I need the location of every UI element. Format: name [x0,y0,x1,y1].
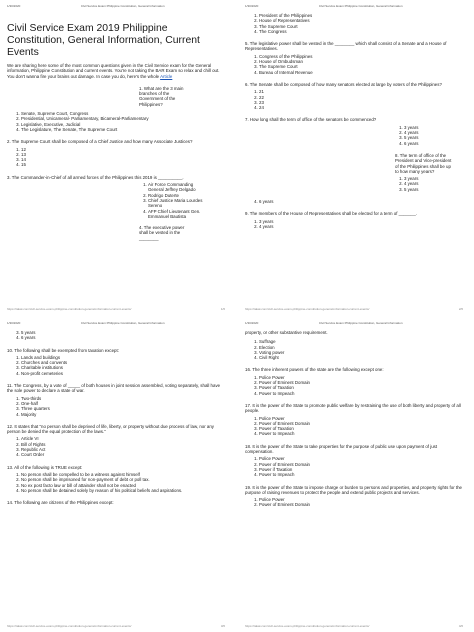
option: 4. 6 years [404,141,455,146]
option: 3. Legislative, Executive, Judicial [21,122,225,127]
option: 2. 4 years [259,224,463,229]
footer-url: https://takat.com/civil-service-exam-philippine-constitution-general-information-current-events/ [7,307,132,311]
question-4: 4. The executive power shall be vested in the ________ [139,225,185,241]
option: 4. Civil Right [259,355,463,360]
option: 3. Three quarters [21,406,225,411]
page-3 [1,318,231,632]
option: 4. 6 years [259,199,463,204]
option: 3. Chief Justice Maria Lourdes Sereno [148,198,206,209]
header-title: Civil Service Exam Philippine Constitution, General Information [318,321,403,325]
question-9: 9. The members of the House of Representatives shall be elected for a term of _______. [245,211,417,217]
option: 2. 13 [21,152,225,157]
option: 4. Non-profit cemeteries [21,371,225,376]
question-18: 18. It is the power of the State to take properties for the purpose of public use upon payment of just compensation. [245,443,438,455]
question-16: 16. The three inherent powers of the state are the following except one: [245,367,384,373]
option: 4. Power to Impeach [259,391,463,396]
options-q9 [245,219,463,230]
question-2: 2. The Supreme Court shall be composed of a Chief Justice and how many Associate Justices? [7,139,193,145]
option: 1. Police Power [259,375,463,380]
option: 1. 21 [259,89,463,94]
option: 1. 12 [21,147,225,152]
option: 2. Power of Eminent Domain [259,380,463,385]
page-footer [245,307,463,311]
option: 2. Power of Eminent Domain [259,462,463,467]
option: 2. 22 [259,95,463,100]
option: 1. Lands and buildings [21,355,225,360]
option: 1. Air Force Commanding General Jeffrey Delgado [148,182,206,193]
article-link[interactable]: Article [160,73,173,79]
page-content [7,13,225,245]
page-footer [245,624,463,628]
page-header [7,321,225,328]
option: 1. 3 years [404,125,455,130]
option: 2. One-half [21,401,225,406]
option: 3. Voting power [259,350,463,355]
question-19: 19. It is the power of the State to impose charge or burden to persons and properties, and property rights for the purpose of raising revenues to protect the people and extend public projects and services. [245,484,462,495]
option: 3. 5 years [21,330,225,335]
option: 4. 15 [21,162,225,167]
page-4 [239,318,469,632]
option: 4. Court Order [21,452,225,457]
option: 2. Election [259,345,463,350]
question-12: 12. It states that "no person shall be deprived of life, liberty, or property without due process of law, nor any person be denied the equal protection of the laws." [7,423,214,435]
option: 3. Charitable institutions [21,365,225,370]
options-q5 [245,54,463,75]
footer-url: https://takat.com/civil-service-exam-philippine-constitution-general-information-current-events/ [245,624,370,628]
question-8: 8. The term of office of the President and Vice-president of the Philippines shall be up to how many years? [395,152,452,174]
page-header [245,4,463,11]
question-15-continued: property, or other substantive requirement. [245,330,328,335]
option: 1. 3 years [404,176,455,181]
option: 3. No ex post facto law or bill of attainder shall not be enacted [21,483,225,488]
options-q7 [395,125,455,146]
option: 1. Police Power [259,456,463,461]
option: 1. Senate, Supreme Court, Congress [21,111,225,116]
option: 4. Power to Impeach [259,472,463,477]
option: 1. Congress of the Philippines [259,54,463,59]
option: 1. Police Power [259,497,463,502]
option: 4. Bureau of Internal Revenue [259,70,463,75]
options-q18 [245,456,463,477]
option: 3. Power of Taxation [259,426,463,431]
option: 1. 3 years [259,219,463,224]
page-header [7,4,225,11]
option: 2. Power of Eminent Domain [259,421,463,426]
option: 2. 4 years [404,181,455,186]
options-q2 [7,147,225,168]
option: 3. 23 [259,100,463,105]
option: 4. Power to Impeach [259,431,463,436]
option: 4. 24 [259,105,463,110]
header-title: Civil Service Exam Philippine Constitution, General Information [80,321,165,325]
header-date: 1/30/2020 [245,321,259,325]
option: 3. 5 years [404,135,455,140]
page-footer [7,624,225,628]
footer-page-number: 1/6 [220,307,225,311]
option: 3. 5 years [404,187,455,192]
option: 2. Rodrigo Duterte [148,193,206,198]
footer-page-number: 3/6 [220,624,225,628]
question-17: 17. It is the power of the State to promote public welfare by restraining the use of both liberty and property of all people. [245,402,461,414]
header-date: 1/30/2020 [7,321,21,325]
option: 2. Presidential, Unicameral- Parliamentary, Bicameral-Parliamentary [21,116,225,121]
option: 4. 6 years [21,335,225,340]
question-1: 1. What are the 3 main branches of the Government of the Philippines? [139,85,184,107]
options-q16 [245,375,463,396]
header-date: 1/30/2020 [7,4,21,8]
page-header [245,321,463,328]
options-q8-continued [245,199,463,204]
option: 2. House of Ombudsman [259,59,463,64]
header-title: Civil Service Exam Philippine Constitution, General Information [80,4,165,8]
page-1 [1,1,231,315]
options-q6 [245,89,463,110]
question-3: 3. The Commander-in-Chief of all armed forces of the Philippines this 2019 is __________. [7,174,184,180]
page-footer [7,307,225,311]
footer-url: https://takat.com/civil-service-exam-philippine-constitution-general-information-current-events/ [7,624,132,628]
page-content [7,330,225,507]
options-q11 [7,396,225,417]
option: 4. No person shall be detained solely by reason of his political beliefs and aspirations. [21,488,225,493]
option: 3. Power of Taxation [259,385,463,390]
page-2 [239,1,469,315]
options-q19 [245,497,463,508]
option: 4. The Congress [259,29,463,34]
options-q13 [7,472,225,493]
article-title: Civil Service Exam 2019 Philippine Constitution, General Information, Current Events [7,23,200,58]
question-6: 6. The Senate shall be composed of how many senators elected at large by voters of the Philippines? [245,81,442,87]
options-q15 [245,339,463,360]
options-q10 [7,355,225,376]
options-q3 [139,182,206,219]
option: 1. Police Power [259,416,463,421]
option: 3. 14 [21,157,225,162]
option: 1. Article VI [21,436,225,441]
option: 1. President of the Philippines [259,13,463,18]
header-date: 1/30/2020 [245,4,259,8]
question-5: 5. The legislative power shall be vested in the ________ which shall consist of a Senate and a House of Representatives. [245,41,447,52]
option: 4. Majority [21,412,225,417]
option: 2. Power of Eminent Domain [259,502,463,507]
header-title: Civil Service Exam Philippine Constitution, General Information [318,4,403,8]
option: 2. Churches and convents [21,360,225,365]
question-14: 14. The following are citizens of the Philippines except: [7,500,114,506]
option: 2. 4 years [404,130,455,135]
footer-page-number: 2/6 [458,307,463,311]
option: 3. The Supreme Court [259,24,463,29]
options-q9-continued [7,330,225,341]
options-q4 [245,13,463,34]
intro-paragraph [7,63,225,79]
options-q1 [7,111,225,132]
footer-page-number: 4/6 [458,624,463,628]
question-11: 11. The Congress, by a vote of _____ of both houses in joint session assembled, voting separately, shall have the sole power to declare a state of war. [7,383,221,394]
option: 2. Bill of Rights [21,442,225,447]
question-13: 13. All of the following is TRUE except: [7,464,83,470]
option: 1. Two-thirds [21,396,225,401]
question-7: 7. How long shall the term of office of the senators be commenced? [245,117,377,123]
footer-url: https://takat.com/civil-service-exam-philippine-constitution-general-information-current-events/ [245,307,370,311]
options-q7-block [395,125,455,192]
option: 2. House of Representatives [259,18,463,23]
intro-text: We are sharing here some of the most common questions given in the Civil Service exam for the General information, Philippine Constitution and current events. You're not taking the BAR Exam so relax and chill out. You don't wanna fire your brains out damage. In case you do, here's the whole [7,63,220,79]
option: 3. The Supreme Court [259,64,463,69]
options-q17 [245,416,463,437]
options-q12 [7,436,225,457]
option: 3. Power if Taxation [259,467,463,472]
option: 2. No person shall be imprisoned for non-payment of debt or poll tax. [21,477,225,482]
page-content [245,330,463,515]
options-q8 [395,176,455,192]
option: 1. No person shall be compelled to be a witness against himself [21,472,225,477]
option: 1. Suffrage [259,339,463,344]
option: 3. Republic Act [21,447,225,452]
option: 4. AFP Chief Lieutenant Gen. Emmanuel Bautista [148,209,206,220]
question-10: 10. The following shall be exempted from taxation except: [7,347,119,353]
option: 4. The Legislature, The Senate, The Supreme Court [21,127,225,132]
page-content [245,13,463,236]
